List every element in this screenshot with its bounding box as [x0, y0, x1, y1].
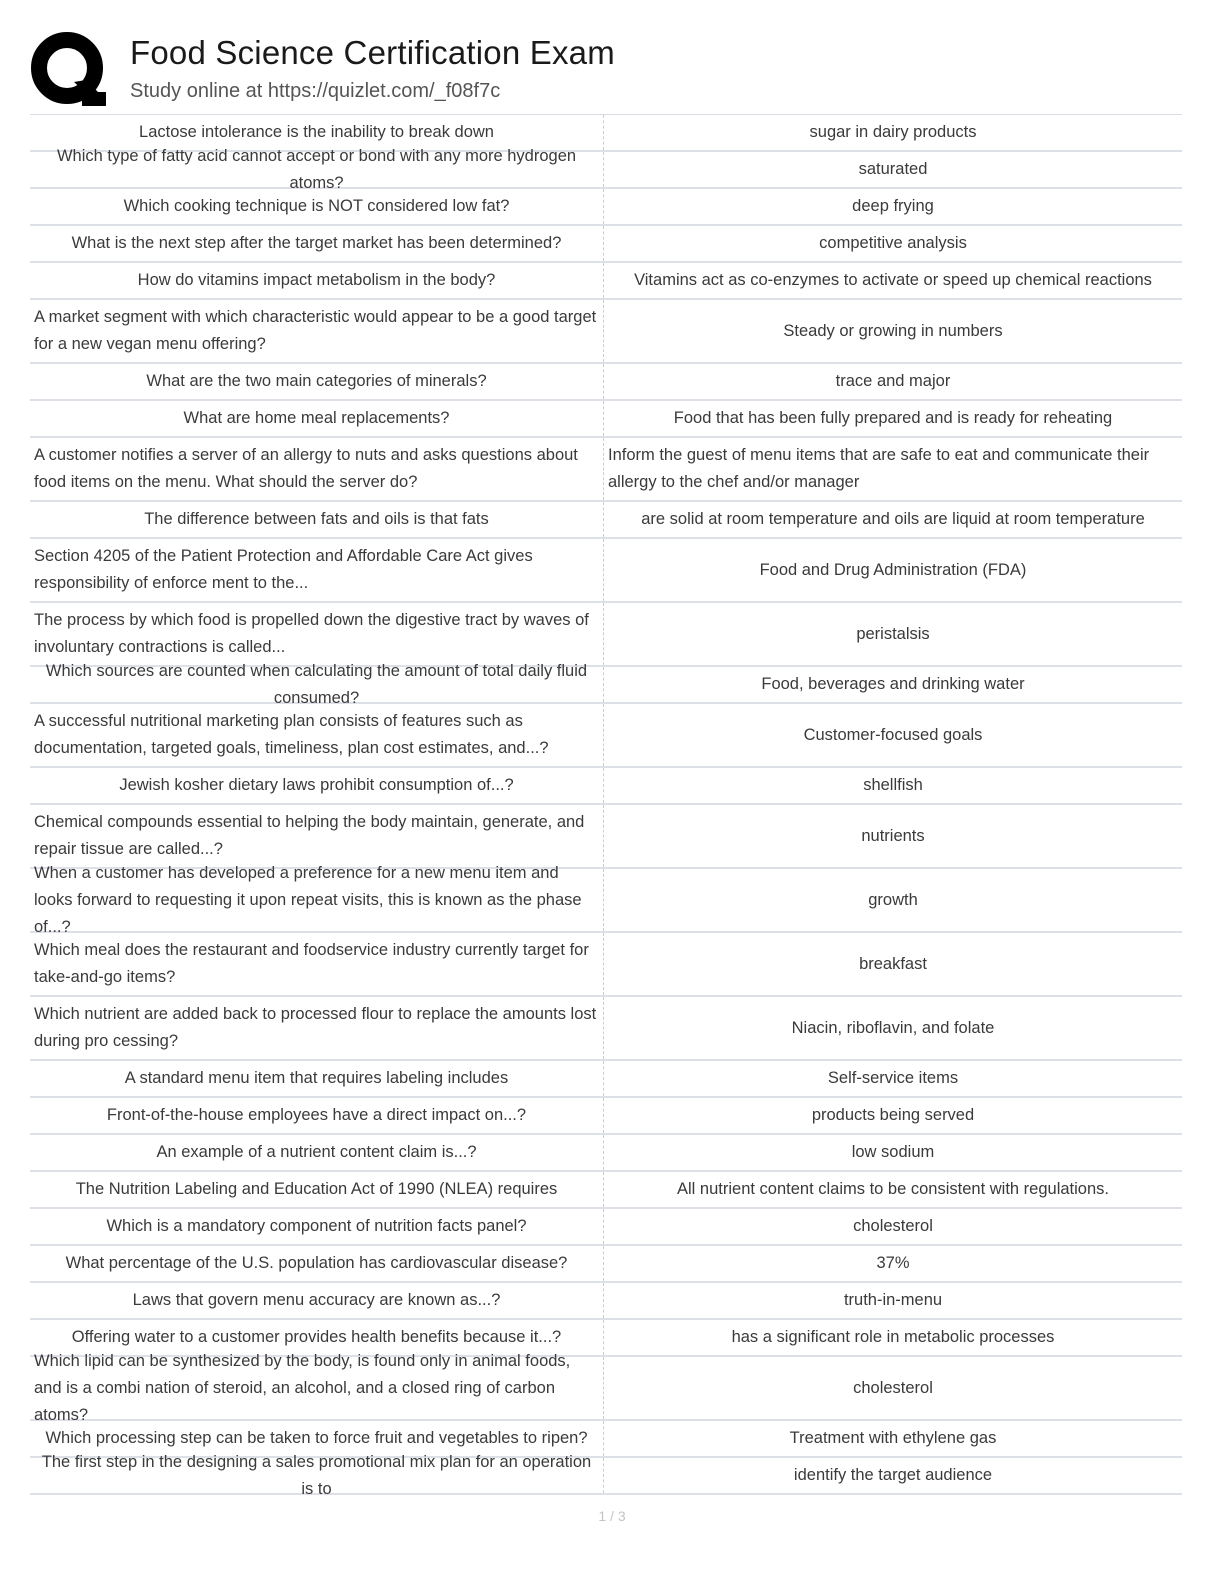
- card-answer: low sodium: [851, 1143, 935, 1161]
- card-question: Which cooking technique is NOT considered low fat?: [30, 189, 604, 224]
- card-answer: Steady or growing in numbers: [783, 321, 1003, 340]
- page-title: Food Science Certification Exam: [130, 34, 615, 71]
- card-question: A market segment with which characteristic would appear to be a good target for a new vegan menu offering?: [30, 300, 604, 362]
- card-question: Which lipid can be synthesized by the body, is found only in animal foods, and is a combi nation of steroid, an alcohol, and a closed ring of carbon atoms?: [30, 1357, 604, 1419]
- card-row: [30, 300, 1182, 364]
- card-row: [30, 1098, 1182, 1135]
- card-row: [30, 768, 1182, 805]
- card-question: Section 4205 of the Patient Protection and Affordable Care Act gives responsibility of enforce ment to the...: [30, 539, 604, 601]
- card-question: A standard menu item that requires labeling includes: [30, 1061, 604, 1096]
- card-answer: deep frying: [852, 197, 934, 215]
- card-question: Jewish kosher dietary laws prohibit consumption of...?: [30, 768, 604, 803]
- card-row: [30, 263, 1182, 300]
- card-row: [30, 1209, 1182, 1246]
- card-question: What are the two main categories of minerals?: [30, 364, 604, 399]
- card-answer: Treatment with ethylene gas: [789, 1429, 997, 1447]
- card-question: A customer notifies a server of an allergy to nuts and asks questions about food items on the menu. What should the server do?: [30, 438, 604, 500]
- card-question: Which processing step can be taken to force fruit and vegetables to ripen?: [30, 1421, 604, 1456]
- card-question: What are home meal replacements?: [30, 401, 604, 436]
- card-question: When a customer has developed a preference for a new menu item and looks forward to requesting it upon repeat visits, this is known as the phase of...?: [30, 869, 604, 931]
- card-question: Lactose intolerance is the inability to break down: [30, 115, 604, 150]
- card-question: Which type of fatty acid cannot accept or bond with any more hydrogen atoms?: [30, 152, 604, 187]
- quizlet-logo-icon: [30, 30, 110, 110]
- card-question: How do vitamins impact metabolism in the body?: [30, 263, 604, 298]
- card-answer: Niacin, riboflavin, and folate: [791, 1018, 995, 1037]
- card-row: [30, 704, 1182, 768]
- card-answer: sugar in dairy products: [809, 123, 977, 141]
- card-answer: 37%: [876, 1254, 910, 1272]
- card-question: The first step in the designing a sales promotional mix plan for an operation is to: [30, 1458, 604, 1493]
- card-question: The process by which food is propelled down the digestive tract by waves of involuntary contractions is called...: [30, 603, 604, 665]
- card-row: [30, 661, 1182, 707]
- card-answer: nutrients: [861, 826, 925, 845]
- card-row: [30, 502, 1182, 539]
- card-row: [30, 1061, 1182, 1098]
- card-answer: cholesterol: [853, 1217, 933, 1235]
- card-answer: Food, beverages and drinking water: [761, 675, 1025, 693]
- card-answer: Inform the guest of menu items that are safe to eat and communicate their allergy to the chef and/or manager: [608, 446, 1150, 491]
- card-question: Which meal does the restaurant and foodservice industry currently target for take-and-go items?: [30, 933, 604, 995]
- card-row: [30, 1172, 1182, 1209]
- card-row: [30, 189, 1182, 226]
- card-question: An example of a nutrient content claim is...?: [30, 1135, 604, 1170]
- card-answer: Food and Drug Administration (FDA): [759, 560, 1027, 579]
- card-answer: Customer-focused goals: [803, 725, 983, 744]
- flashcard-table: [30, 114, 1182, 1498]
- card-row: [30, 1283, 1182, 1320]
- card-question: Chemical compounds essential to helping the body maintain, generate, and repair tissue are called...?: [30, 805, 604, 867]
- page-header: [30, 28, 1190, 112]
- card-answer: All nutrient content claims to be consistent with regulations.: [677, 1180, 1109, 1198]
- card-question: What is the next step after the target market has been determined?: [30, 226, 604, 261]
- card-question: Offering water to a customer provides health benefits because it...?: [30, 1320, 604, 1355]
- card-row: [30, 863, 1182, 936]
- card-row: [30, 539, 1182, 603]
- card-row: [30, 438, 1182, 502]
- card-row: [30, 1452, 1182, 1498]
- study-link[interactable]: Study online at https://quizlet.com/_f08f7c: [130, 80, 501, 102]
- card-answer: growth: [868, 890, 918, 909]
- card-answer: Food that has been fully prepared and is ready for reheating: [673, 409, 1113, 427]
- card-row: [30, 997, 1182, 1061]
- card-answer: cholesterol: [853, 1378, 933, 1397]
- card-row: [30, 1351, 1182, 1424]
- card-answer: identify the target audience: [793, 1466, 993, 1484]
- card-row: [30, 226, 1182, 263]
- card-question: A successful nutritional marketing plan consists of features such as documentation, targeted goals, timeliness, plan cost estimates, and...?: [30, 704, 604, 766]
- card-answer: Vitamins act as co-enzymes to activate or speed up chemical reactions: [634, 271, 1152, 289]
- page-number: 1 / 3: [598, 1508, 626, 1524]
- card-question: Front-of-the-house employees have a direct impact on...?: [30, 1098, 604, 1133]
- card-answer: trace and major: [835, 372, 951, 390]
- card-question: What percentage of the U.S. population has cardiovascular disease?: [30, 1246, 604, 1281]
- card-row: [30, 1135, 1182, 1172]
- card-answer: Self-service items: [827, 1069, 959, 1087]
- card-answer: breakfast: [859, 954, 927, 973]
- card-answer: peristalsis: [856, 624, 930, 643]
- card-answer: shellfish: [863, 776, 923, 794]
- card-question: The difference between fats and oils is that fats: [30, 502, 604, 537]
- card-question: Laws that govern menu accuracy are known as...?: [30, 1283, 604, 1318]
- card-answer: saturated: [858, 160, 928, 178]
- card-answer: has a significant role in metabolic processes: [731, 1328, 1055, 1346]
- card-answer: products being served: [811, 1106, 975, 1124]
- card-question: Which sources are counted when calculating the amount of total daily fluid consumed?: [30, 667, 604, 702]
- card-answer: competitive analysis: [819, 234, 967, 252]
- card-question: Which nutrient are added back to processed flour to replace the amounts lost during pro cessing?: [30, 997, 604, 1059]
- card-row: [30, 146, 1182, 192]
- card-row: [30, 933, 1182, 997]
- card-row: [30, 364, 1182, 401]
- card-row: [30, 401, 1182, 438]
- card-question: Which is a mandatory component of nutrition facts panel?: [30, 1209, 604, 1244]
- card-answer: truth-in-menu: [843, 1291, 943, 1309]
- card-question: The Nutrition Labeling and Education Act of 1990 (NLEA) requires: [30, 1172, 604, 1207]
- card-answer: are solid at room temperature and oils are liquid at room temperature: [641, 510, 1145, 528]
- card-row: [30, 1246, 1182, 1283]
